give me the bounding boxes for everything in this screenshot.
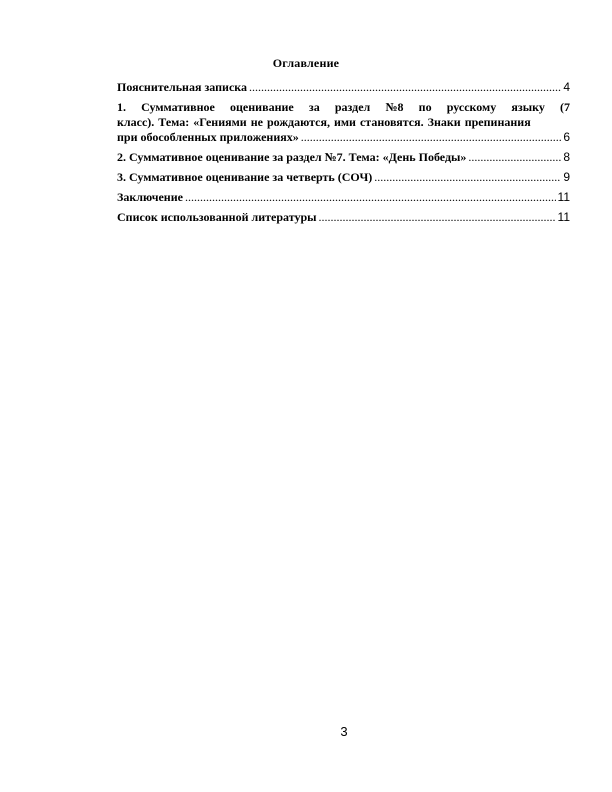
toc-word: раздел	[334, 100, 371, 114]
toc-entry-number: 1.	[117, 100, 126, 114]
toc-leader-dots	[374, 170, 561, 185]
toc-entry-text: Пояснительная записка	[117, 80, 248, 94]
page-number: 3	[340, 724, 348, 739]
toc-entry-summative-1[interactable]	[117, 100, 570, 145]
toc-word: Суммативное	[141, 100, 215, 114]
toc-word: №8	[385, 100, 404, 114]
toc-leader-dots	[468, 150, 561, 165]
toc-word: языку	[511, 100, 545, 114]
toc-entry-page: 8	[563, 150, 570, 164]
toc-word: по	[418, 100, 432, 114]
toc-leader-dots	[301, 130, 562, 145]
toc-word: русскому	[446, 100, 497, 114]
toc-entry-text: при обособленных приложениях»	[117, 130, 299, 144]
toc-entry-text: Заключение	[117, 190, 183, 204]
toc-entry-page: 4	[563, 80, 570, 94]
toc-entry-text: 3. Суммативное оценивание за четверть (СОЧ)	[117, 170, 373, 184]
toc-entry-explanatory-note[interactable]	[117, 80, 570, 95]
toc-leader-dots	[185, 190, 556, 205]
toc-heading: Оглавление	[272, 56, 340, 70]
toc-entry-page: 11	[557, 210, 570, 224]
toc-entry-page: 11	[557, 190, 570, 204]
table-of-contents	[117, 80, 570, 230]
toc-entry-text: Список использованной литературы	[117, 210, 317, 224]
toc-entry-text: 2. Суммативное оценивание за раздел №7. Тема: «День Победы»	[117, 150, 467, 164]
toc-entry-line	[117, 100, 570, 115]
toc-entry-page: 6	[563, 130, 570, 144]
toc-entry-line	[117, 130, 570, 145]
toc-entry-summative-quarter[interactable]	[117, 170, 570, 185]
toc-entry-conclusion[interactable]	[117, 190, 570, 205]
toc-entry-line: класс). Тема: «Гениями не рождаются, ими становятся. Знаки препинания	[117, 115, 531, 129]
toc-entry-summative-2[interactable]	[117, 150, 570, 165]
toc-word: за	[308, 100, 320, 114]
toc-leader-dots	[319, 210, 556, 225]
toc-word: (7	[559, 100, 570, 114]
toc-leader-dots	[249, 80, 561, 95]
toc-word: оценивание	[230, 100, 294, 114]
toc-entry-page: 9	[563, 170, 570, 184]
toc-entry-references[interactable]	[117, 210, 570, 225]
